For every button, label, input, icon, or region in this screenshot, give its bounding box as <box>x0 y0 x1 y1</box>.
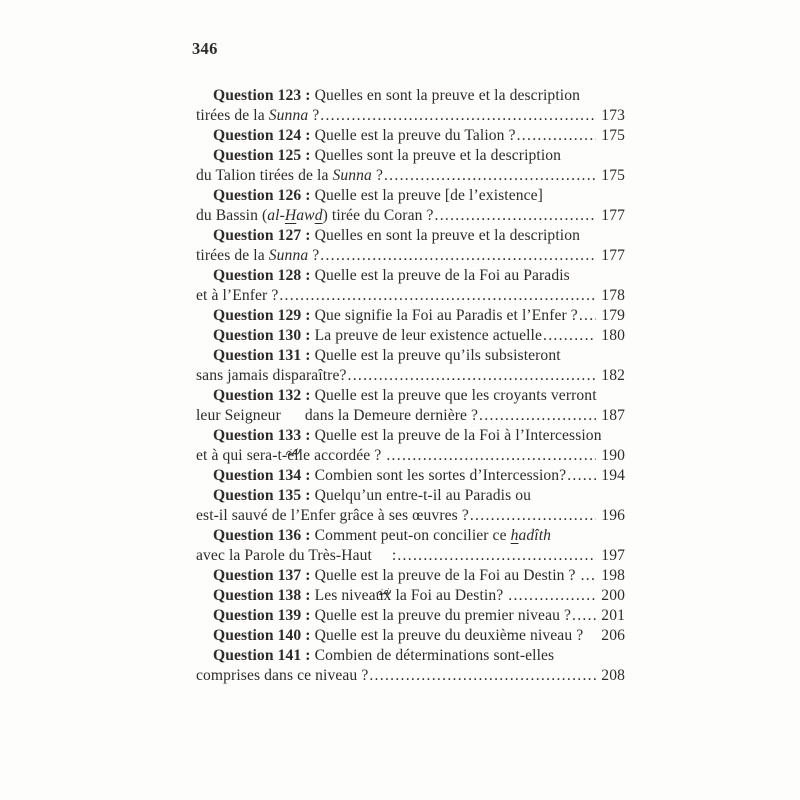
toc-text: comprises dans ce niveau ? <box>196 667 369 684</box>
toc-question-label: Question 139 : <box>213 607 315 624</box>
toc-text: Les niveaux la Foi au Destin? <box>314 587 508 604</box>
toc-page-number: 178 <box>601 287 625 304</box>
toc-text: et à qui sera-t-elle accordée ? <box>196 447 386 464</box>
toc-line <box>196 406 625 426</box>
toc <box>196 86 625 686</box>
dot-leader <box>320 246 596 266</box>
toc-entry <box>196 606 625 626</box>
toc-text: dans la Demeure dernière ? <box>300 407 479 424</box>
toc-text: ? <box>308 247 320 264</box>
toc-text: Sunna <box>268 247 309 264</box>
toc-text: du Talion tirées de la <box>196 167 333 184</box>
toc-text: avec la Parole du Très-Haut <box>196 547 376 564</box>
toc-page-number: 182 <box>601 367 625 384</box>
toc-line <box>196 366 625 386</box>
toc-page-number: 196 <box>601 507 625 524</box>
toc-entry <box>196 346 625 386</box>
toc-text: Quelle est la preuve [de l’existence] <box>314 187 543 204</box>
toc-text: Quelle est la preuve du deuxième niveau ? <box>314 627 588 644</box>
toc-line <box>196 446 625 466</box>
toc-entry <box>196 526 625 566</box>
toc-text: Comment peut-on concilier ce <box>314 527 511 544</box>
toc-page-number: 173 <box>601 107 625 124</box>
toc-entry <box>196 426 625 466</box>
toc-line <box>196 126 625 146</box>
toc-line <box>196 346 625 366</box>
toc-text: d <box>314 207 323 224</box>
toc-page-number: 197 <box>601 547 625 564</box>
toc-line <box>196 226 625 246</box>
toc-line <box>196 486 625 506</box>
toc-text: Sunna <box>332 167 372 184</box>
toc-text: al- <box>267 207 285 224</box>
toc-text: Quelle est la preuve de la Foi à l’Intercession <box>314 427 602 444</box>
toc-page-number: 190 <box>601 447 625 464</box>
toc-text: H <box>284 207 297 224</box>
toc-text: ) tirée du Coran ? <box>322 207 434 224</box>
toc-text: Quelles en sont la preuve et la description <box>314 87 580 104</box>
toc-entry <box>196 466 625 486</box>
toc-question-label: Question 131 : <box>213 347 315 364</box>
toc-question-label: Question 125 : <box>213 147 315 164</box>
toc-line <box>196 166 625 186</box>
toc-entry <box>196 186 625 226</box>
toc-line <box>196 266 625 286</box>
toc-line <box>196 546 625 566</box>
toc-line <box>196 526 625 546</box>
dot-leader <box>348 366 597 386</box>
toc-question-label: Question 132 : <box>213 387 315 404</box>
toc-page-number: 206 <box>601 627 625 644</box>
toc-text: et à l’Enfer ? <box>196 287 279 304</box>
dot-leader <box>479 406 596 426</box>
dot-leader <box>543 326 596 346</box>
toc-text: est-il sauvé de l’Enfer grâce à ses œuvres ? <box>196 507 469 524</box>
toc-page-number: 200 <box>601 587 625 604</box>
dot-leader <box>397 546 596 566</box>
toc-text: tirées de la <box>196 107 269 124</box>
toc-entry <box>196 566 625 586</box>
toc-line <box>196 466 625 486</box>
toc-page-number: 201 <box>601 607 625 624</box>
toc-line <box>196 146 625 166</box>
dot-leader <box>579 306 596 326</box>
toc-text: aw <box>296 207 315 224</box>
toc-line <box>196 626 625 646</box>
toc-line <box>196 326 625 346</box>
toc-page-number: 194 <box>601 467 625 484</box>
toc-entry <box>196 146 625 186</box>
dot-leader <box>581 566 597 586</box>
toc-text: ? <box>371 167 383 184</box>
toc-entry <box>196 266 625 306</box>
toc-question-label: Question 140 : <box>213 627 315 644</box>
dot-leader <box>435 206 597 226</box>
toc-entry <box>196 306 625 326</box>
toc-text: Quelle est la preuve qu’ils subsisteront <box>314 347 561 364</box>
dot-leader <box>517 126 597 146</box>
toc-question-label: Question 128 : <box>213 267 315 284</box>
toc-page-number: 175 <box>601 167 625 184</box>
toc-line <box>196 286 625 306</box>
dot-leader <box>508 586 596 606</box>
toc-page-number: 177 <box>601 207 625 224</box>
dot-leader <box>320 106 596 126</box>
toc-page-number: 187 <box>601 407 625 424</box>
toc-line <box>196 646 625 666</box>
toc-question-label: Question 123 : <box>213 87 315 104</box>
toc-entry <box>196 386 625 426</box>
arabic-honorific-calligraphy-icon <box>376 546 392 558</box>
toc-question-label: Question 133 : <box>213 427 315 444</box>
toc-entry <box>196 226 625 266</box>
toc-text: Combien de déterminations sont-elles <box>314 647 555 664</box>
toc-text: Quelle est la preuve du Talion ? <box>314 127 516 144</box>
toc-question-label: Question 127 : <box>213 227 315 244</box>
toc-text: Quelle est la preuve que les croyants verront <box>314 387 597 404</box>
toc-entry <box>196 326 625 346</box>
dot-leader <box>279 286 596 306</box>
toc-line <box>196 426 625 446</box>
toc-text: du Bassin ( <box>196 207 268 224</box>
toc-text: Quelles sont la preuve et la description <box>314 147 562 164</box>
toc-question-label: Question 126 : <box>213 187 315 204</box>
toc-entry <box>196 586 625 606</box>
arabic-honorific-calligraphy-icon <box>285 406 301 418</box>
toc-line <box>196 506 625 526</box>
toc-line <box>196 206 625 226</box>
toc-page-number: 198 <box>601 567 625 584</box>
toc-text: Sunna <box>268 107 309 124</box>
toc-question-label: Question 137 : <box>213 567 315 584</box>
toc-line <box>196 186 625 206</box>
toc-text: Quelle est la preuve de la Foi au Paradis <box>314 267 570 284</box>
toc-page-number: 175 <box>601 127 625 144</box>
toc-question-label: Question 138 : <box>213 587 315 604</box>
toc-entry <box>196 626 625 646</box>
toc-line <box>196 566 625 586</box>
toc-entry <box>196 646 625 686</box>
dot-leader <box>369 666 596 686</box>
toc-text: : <box>391 547 397 564</box>
toc-question-label: Question 129 : <box>213 307 315 324</box>
toc-text: adîth <box>518 527 552 544</box>
toc-question-label: Question 141 : <box>213 647 315 664</box>
toc-text: Quelle est la preuve de la Foi au Destin ? <box>314 567 580 584</box>
toc-line <box>196 606 625 626</box>
toc-line <box>196 106 625 126</box>
page-number: 346 <box>192 39 218 58</box>
toc-text: Quelqu’un entre-t-il au Paradis ou <box>314 487 532 504</box>
dot-leader <box>386 446 596 466</box>
toc-text: La preuve de leur existence actuelle <box>314 327 542 344</box>
toc-text: tirées de la <box>196 247 269 264</box>
toc-question-label: Question 130 : <box>213 327 315 344</box>
toc-text: Quelle est la preuve du premier niveau ? <box>314 607 572 624</box>
toc-text: Quelles en sont la preuve et la description <box>314 227 580 244</box>
toc-line <box>196 306 625 326</box>
toc-text: Que signifie la Foi au Paradis et l’Enfer ? <box>314 307 578 324</box>
toc-text: leur Seigneur <box>196 407 285 424</box>
toc-page-number: 208 <box>601 667 625 684</box>
toc-line <box>196 386 625 406</box>
toc-entry <box>196 486 625 526</box>
toc-line <box>196 246 625 266</box>
toc-page-number: 179 <box>601 307 625 324</box>
toc-text: h <box>510 527 519 544</box>
toc-page-number: 177 <box>601 247 625 264</box>
toc-line <box>196 586 625 606</box>
toc-question-label: Question 135 : <box>213 487 315 504</box>
dot-leader <box>384 166 596 186</box>
toc-line <box>196 666 625 686</box>
toc-page-number: 180 <box>601 327 625 344</box>
toc-line <box>196 86 625 106</box>
toc-text: ? <box>308 107 320 124</box>
toc-question-label: Question 136 : <box>213 527 315 544</box>
toc-question-label: Question 134 : <box>213 467 315 484</box>
toc-text: Combien sont les sortes d’Intercession? <box>314 467 567 484</box>
toc-entry <box>196 86 625 126</box>
dot-leader <box>572 606 596 626</box>
toc-entry <box>196 126 625 146</box>
dot-leader <box>567 466 596 486</box>
dot-leader <box>470 506 596 526</box>
toc-question-label: Question 124 : <box>213 127 315 144</box>
toc-text: sans jamais disparaître? <box>196 367 347 384</box>
